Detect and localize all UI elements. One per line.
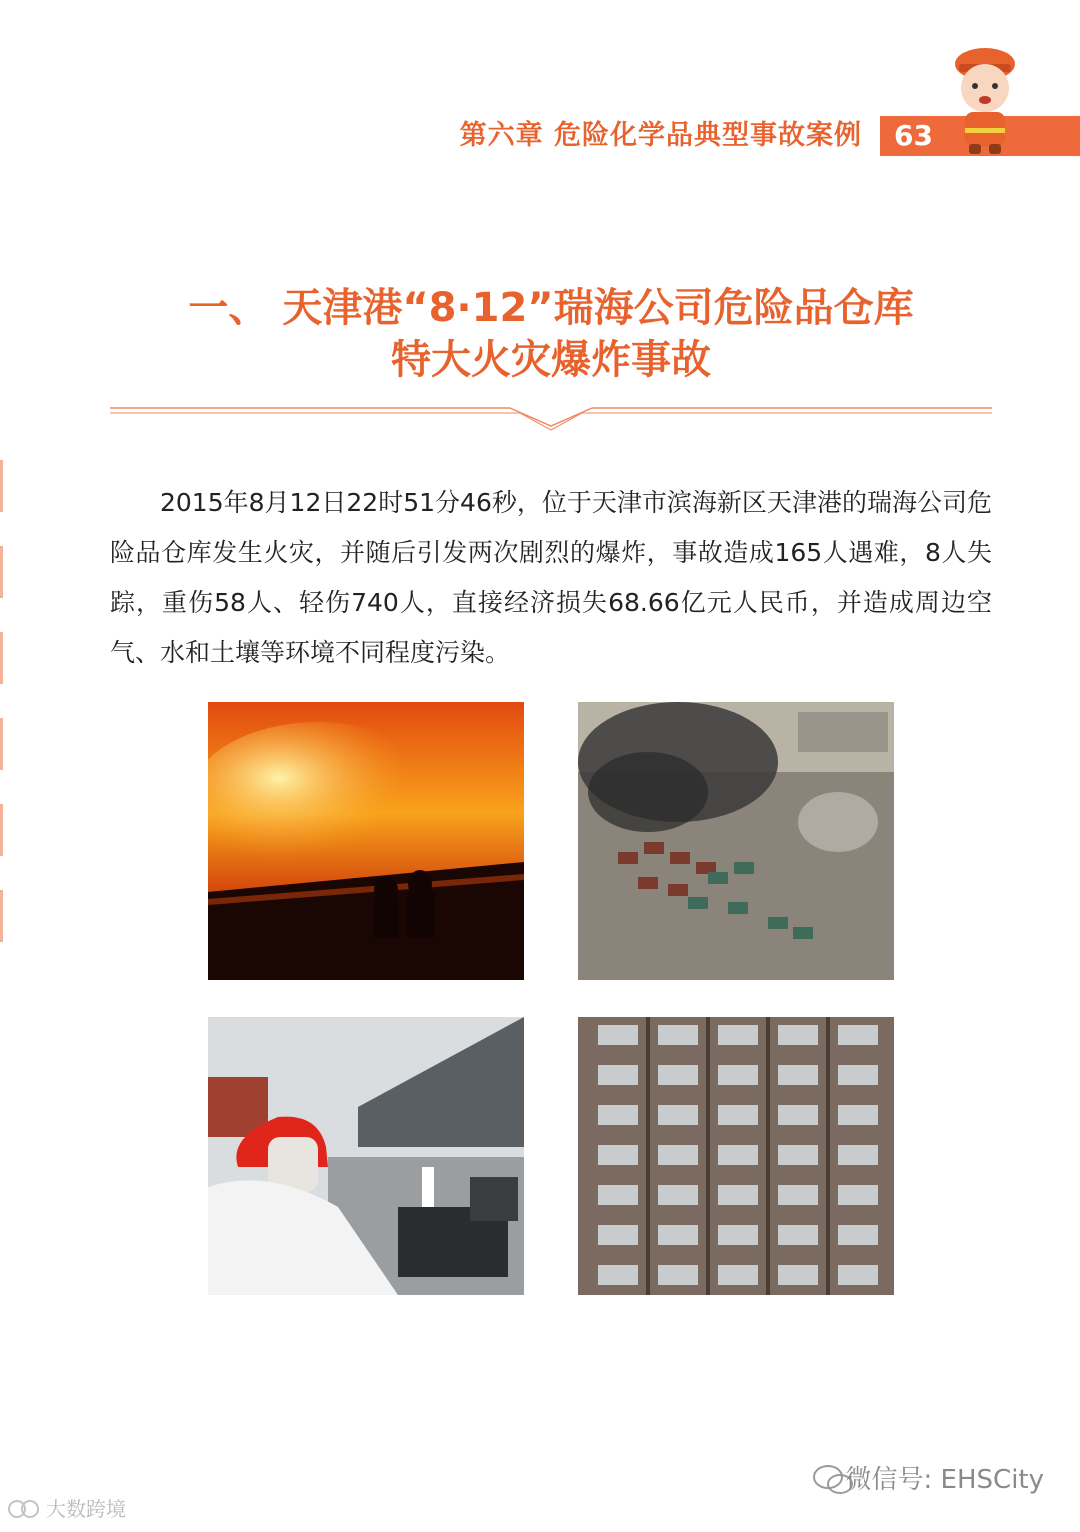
article-title-line-1: 一、 天津港“8·12”瑞海公司危险品仓库 bbox=[188, 285, 914, 331]
damaged-building-photo bbox=[578, 1017, 894, 1295]
page-number: 63 bbox=[894, 119, 933, 152]
article-body: 2015年8月12日22时51分46秒，位于天津市滨海新区天津港的瑞海公司危险品仓库发生火灾，并随后引发两次剧烈的爆炸，事故造成165人遇难，8人失踪，重伤58人、轻伤740人，直接经济损失68.66亿元人民币，并造成周边空气、水和土壤等环境不同程度污染。 bbox=[110, 488, 992, 667]
aerial-explosion-site-photo bbox=[578, 702, 894, 980]
fire-photo bbox=[208, 702, 524, 980]
title-divider bbox=[110, 398, 992, 432]
article-title-line-2: 特大火灾爆炸事故 bbox=[391, 337, 711, 383]
article-title bbox=[110, 282, 992, 386]
source-watermark: 大数跨境 bbox=[46, 1497, 126, 1521]
rescue-worker-photo bbox=[208, 1017, 524, 1295]
wechat-watermark: 微信号: EHSCity bbox=[845, 1465, 1044, 1495]
firefighter-mascot bbox=[945, 38, 1025, 156]
side-edge-marks bbox=[0, 460, 4, 980]
chapter-title: 第六章 危险化学品典型事故案例 bbox=[459, 120, 862, 151]
